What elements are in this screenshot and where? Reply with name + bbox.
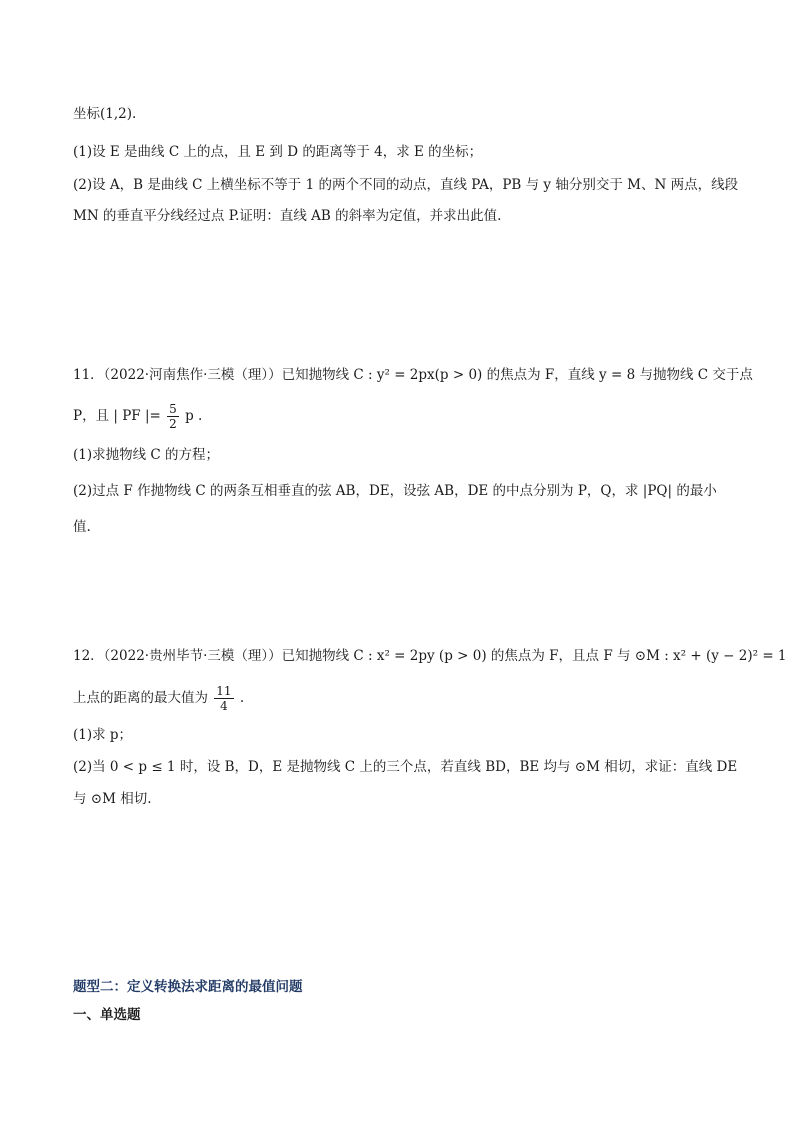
q12-part-2-cont: 与 ⊙M 相切. <box>73 791 152 807</box>
fraction-numerator: 11 <box>216 684 232 698</box>
section-title: 题型二：定义转换法求距离的最值问题 <box>73 979 303 995</box>
q11-stem: 11．（2022·河南焦作·三模（理））已知抛物线 C : y² = 2px(p > 0) 的焦点为 F，直线 y = 8 与抛物线 C 交于点 <box>73 367 753 383</box>
fraction-5-2 <box>167 402 179 431</box>
q11-part-2-cont: 值. <box>73 519 91 535</box>
q10-part-2-cont: MN 的垂直平分线经过点 P.证明：直线 AB 的斜率为定值，并求出此值. <box>73 208 502 224</box>
q11-stem-cont-pre: P，且 | PF |= <box>73 408 161 424</box>
fraction-numerator: 5 <box>169 402 177 416</box>
q12-stem: 12．（2022·贵州毕节·三模（理））已知抛物线 C : x² = 2py (p > 0) 的焦点为 F，且点 F 与 ⊙M : x² + (y − 2)² = 1 <box>73 648 787 664</box>
fraction-denominator: 4 <box>220 699 228 713</box>
section-subtitle: 一、单选题 <box>73 1007 141 1023</box>
q11-stem-cont-post: p . <box>185 408 203 424</box>
q11-part-1: (1)求抛物线 C 的方程； <box>73 447 220 463</box>
q12-part-2: (2)当 0 < p ≤ 1 时，设 B，D，E 是抛物线 C 上的三个点，若直线 BD，BE 均与 ⊙M 相切，求证：直线 DE <box>73 759 738 775</box>
q10-line-0: 坐标(1,2). <box>73 106 137 122</box>
q10-part-1: (1)设 E 是曲线 C 上的点，且 E 到 D 的距离等于 4，求 E 的坐标； <box>73 144 483 160</box>
fraction-11-4 <box>214 684 233 713</box>
q12-stem-cont-pre: 上点的距离的最大值为 <box>73 690 208 706</box>
q12-stem-cont <box>73 684 244 713</box>
q11-stem-cont <box>73 402 202 431</box>
q10-part-2: (2)设 A，B 是曲线 C 上横坐标不等于 1 的两个不同的动点，直线 PA，PB 与 y 轴分别交于 M、N 两点，线段 <box>73 177 739 193</box>
fraction-denominator: 2 <box>169 417 177 431</box>
q12-part-1: (1)求 p； <box>73 727 133 743</box>
q12-stem-cont-post: . <box>239 690 245 706</box>
q11-part-2: (2)过点 F 作抛物线 C 的两条互相垂直的弦 AB，DE，设弦 AB，DE 的中点分别为 P，Q，求 |PQ| 的最小 <box>73 483 717 499</box>
